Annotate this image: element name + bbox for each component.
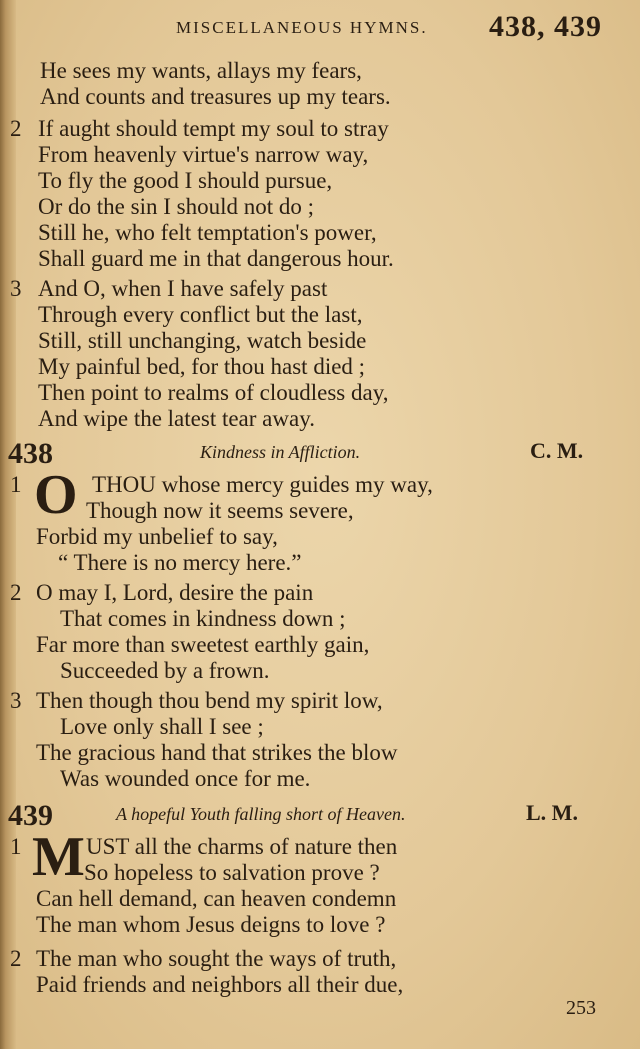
verse-line: Was wounded once for me. (60, 766, 311, 791)
verse-line: O may I, Lord, desire the pain (36, 580, 314, 605)
verse-line: And O, when I have safely past (38, 276, 328, 301)
verse-line: Through every conflict but the last, (38, 302, 363, 327)
header-title: MISCELLANEOUS HYMNS. (176, 18, 428, 37)
verse-line: Then point to realms of cloudless day, (38, 380, 389, 405)
verse-line: Still, still unchanging, watch beside (38, 328, 367, 353)
verse-number: 3 (10, 276, 22, 301)
verse-line: The man who sought the ways of truth, (36, 946, 397, 971)
verse-line: “ There is no mercy here.” (58, 550, 302, 575)
verse-line: Love only shall I see ; (60, 714, 264, 739)
verse-number: 1 (10, 834, 22, 859)
header-hymn-numbers: 438, 439 (489, 10, 602, 43)
verse-line: Still he, who felt temptation's power, (38, 220, 377, 245)
verse-line: That comes in kindness down ; (60, 606, 346, 631)
hymn-meter: C. M. (530, 438, 584, 463)
verse-line: Then though thou bend my spirit low, (36, 688, 383, 713)
verse-line: Far more than sweetest earthly gain, (36, 632, 370, 657)
verse-line: He sees my wants, allays my fears, (40, 58, 362, 83)
drop-capital: M (32, 826, 85, 888)
verse-line: If aught should tempt my soul to stray (38, 116, 389, 141)
verse-line: Shall guard me in that dangerous hour. (38, 246, 394, 271)
verse-line: Succeeded by a frown. (60, 658, 270, 683)
verse-line: UST all the charms of nature then (86, 834, 398, 859)
verse-line: Paid friends and neighbors all their due, (36, 972, 404, 997)
drop-capital: O (34, 464, 78, 526)
hymn-title: A hopeful Youth falling short of Heaven. (116, 804, 406, 824)
page-number: 253 (566, 997, 596, 1019)
verse-line: The man whom Jesus deigns to love ? (36, 912, 386, 937)
verse-line: Can hell demand, can heaven condemn (36, 886, 397, 911)
verse-number: 1 (10, 472, 22, 497)
verse-number: 2 (10, 946, 22, 971)
verse-line: So hopeless to salvation prove ? (84, 860, 380, 885)
verse-number: 2 (10, 580, 22, 605)
verse-number: 2 (10, 116, 22, 141)
running-header (0, 10, 640, 44)
hymn-meter: L. M. (526, 800, 578, 825)
hymn-number: 439 (8, 799, 53, 832)
verse-line: To fly the good I should pursue, (38, 168, 333, 193)
page-binding-edge (0, 0, 16, 1049)
verse-line: The gracious hand that strikes the blow (36, 740, 398, 765)
verse-line: From heavenly virtue's narrow way, (38, 142, 369, 167)
verse-line: My painful bed, for thou hast died ; (38, 354, 366, 379)
verse-line: And wipe the latest tear away. (38, 406, 315, 431)
hymn-number: 438 (8, 437, 53, 470)
verse-line: And counts and treasures up my tears. (40, 84, 391, 109)
verse-line: Though now it seems severe, (86, 498, 354, 523)
verse-line: Or do the sin I should not do ; (38, 194, 314, 219)
verse-line: Forbid my unbelief to say, (36, 524, 278, 549)
hymn-title: Kindness in Affliction. (200, 442, 361, 462)
verse-number: 3 (10, 688, 22, 713)
verse-line: THOU whose mercy guides my way, (92, 472, 433, 497)
